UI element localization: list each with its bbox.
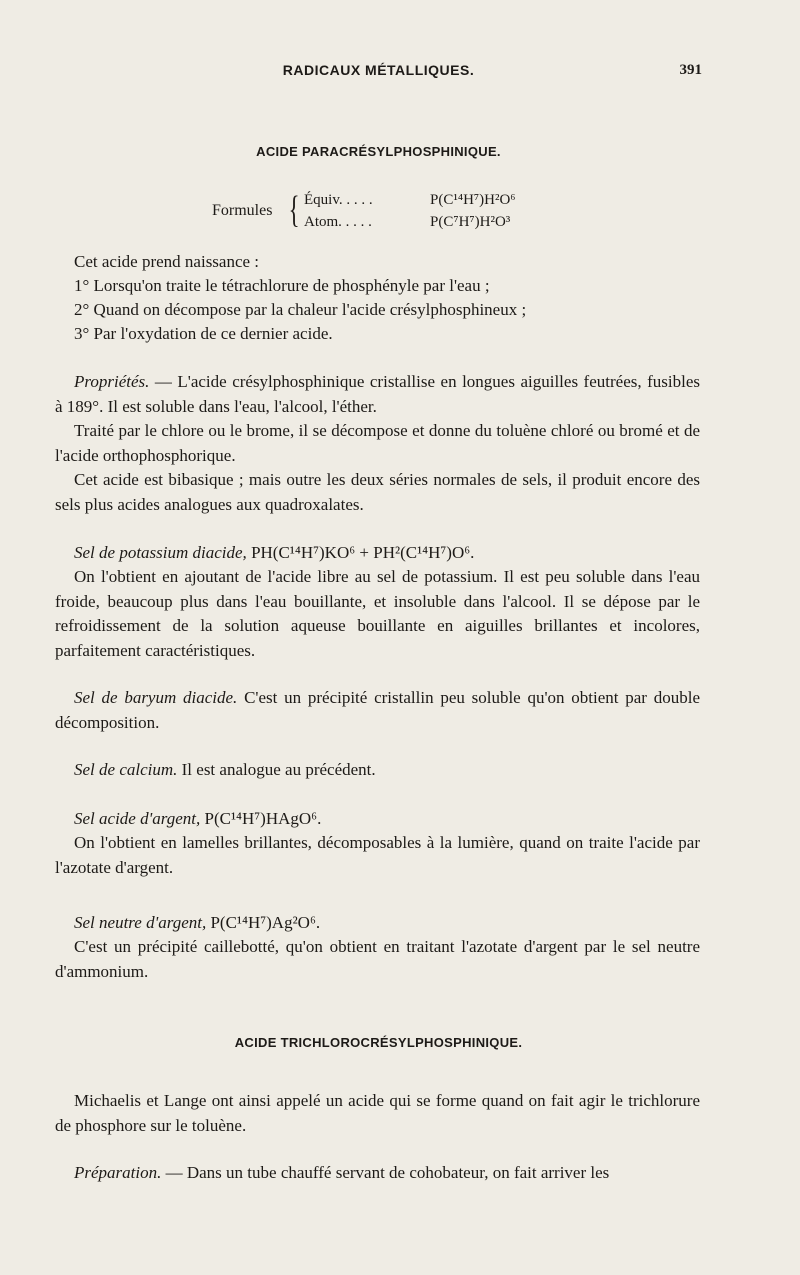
chlore-paragraph: Traité par le chlore ou le brome, il se décompose et donne du toluène chloré ou bromé et de l'acide orthophosphorique.: [55, 421, 700, 465]
atom-formula: P(C⁷H⁷)H²O³: [430, 214, 511, 230]
argent-neutre-paragraph: C'est un précipité caillebotté, qu'on obtient en traitant l'azotate d'argent par le sel neutre d'ammonium.: [55, 937, 700, 981]
bibasique-paragraph: Cet acide est bibasique ; mais outre les deux séries normales de sels, il produit encore des sels plus acides analogues aux quadroxalates.: [55, 470, 700, 514]
atom-label: Atom. . . . .: [304, 214, 372, 230]
properties-paragraph: [55, 370, 700, 419]
argent-acide-formula: P(C¹⁴H⁷)HAgO⁶.: [200, 809, 322, 828]
section-title-trichlorocresylphosphinique: ACIDE TRICHLOROCRÉSYLPHOSPHINIQUE.: [234, 1035, 523, 1050]
formula-block: [212, 190, 532, 236]
argent-acide-heading: [55, 807, 700, 832]
baryum-paragraph: [55, 686, 700, 735]
intro-paragraph: Cet acide prend naissance :: [74, 252, 260, 271]
preparation-text: — Dans un tube chauffé servant de cohobateur, on fait arriver les: [161, 1163, 610, 1182]
formula-row-atom: [304, 214, 511, 231]
formula-row-equiv: [304, 192, 516, 209]
argent-acide-paragraph: On l'obtient en lamelles brillantes, décomposables à la lumière, quand on traite l'acide par l'azotate d'argent.: [55, 833, 700, 877]
argent-neutre-label: Sel neutre d'argent,: [74, 913, 207, 932]
potassium-label: Sel de potassium diacide,: [74, 543, 247, 562]
potassium-paragraph: On l'obtient en ajoutant de l'acide libre au sel de potassium. Il est peu soluble dans l'eau froide, beaucoup plus dans l'eau bouillante, et insoluble dans l'alcool. Il se dépose par le refroidissement de la solution aqueuse bouillante en aiguilles brillantes et incolores, parfaitement caractéristiques.: [55, 567, 700, 660]
argent-neutre-heading: [55, 911, 700, 936]
calcium-paragraph: [55, 758, 700, 783]
list-item-3: 3° Par l'oxydation de ce dernier acide.: [74, 324, 333, 343]
page-number: 391: [679, 62, 702, 78]
formula-brace: {: [288, 189, 300, 231]
properties-label: Propriétés.: [74, 372, 150, 391]
formula-label: Formules: [212, 202, 273, 219]
list-item-2: 2° Quand on décompose par la chaleur l'acide crésylphosphineux ;: [74, 300, 527, 319]
calcium-text: Il est analogue au précédent.: [177, 760, 376, 779]
calcium-label: Sel de calcium.: [74, 760, 178, 779]
properties-text: — L'acide crésylphosphinique cristallise en longues aiguilles feutrées, fusibles à 189°. Il est soluble dans l'eau, l'alcool, l'éther.: [55, 372, 700, 416]
preparation-label: Préparation.: [74, 1163, 162, 1182]
equiv-label: Équiv. . . . .: [304, 192, 373, 208]
baryum-label: Sel de baryum diacide.: [74, 688, 238, 707]
michaelis-paragraph: Michaelis et Lange ont ainsi appelé un acide qui se forme quand on fait agir le trichlorure de phosphore sur le toluène.: [55, 1091, 700, 1135]
list-item-1: 1° Lorsqu'on traite le tétrachlorure de phosphényle par l'eau ;: [74, 276, 490, 295]
argent-acide-label: Sel acide d'argent,: [74, 809, 201, 828]
running-head: RADICAUX MÉTALLIQUES.: [282, 62, 475, 78]
potassium-heading: [55, 541, 700, 566]
baryum-text: C'est un précipité cristallin peu soluble qu'on obtient par double décomposition.: [55, 688, 700, 732]
preparation-paragraph: [55, 1161, 700, 1186]
argent-neutre-formula: P(C¹⁴H⁷)Ag²O⁶.: [206, 913, 321, 932]
potassium-formula: PH(C¹⁴H⁷)KO⁶ + PH²(C¹⁴H⁷)O⁶.: [246, 543, 475, 562]
section-title-paracresylphosphinique: ACIDE PARACRÉSYLPHOSPHINIQUE.: [256, 144, 501, 159]
equiv-formula: P(C¹⁴H⁷)H²O⁶: [430, 192, 516, 208]
